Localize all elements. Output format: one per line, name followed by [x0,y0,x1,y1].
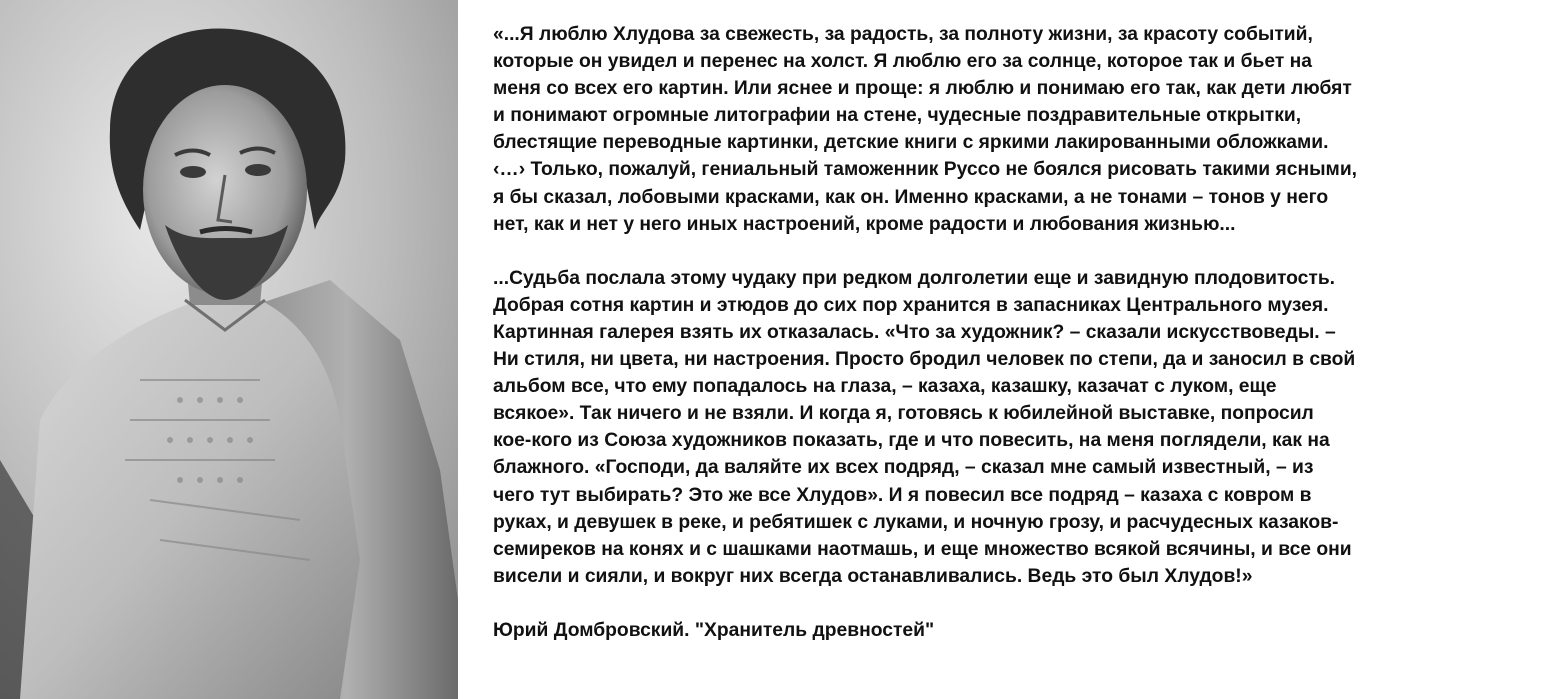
quote-paragraph-1 [493,21,1553,238]
portrait-illustration [0,0,458,699]
quote-line: Добрая сотня картин и этюдов до сих пор хранится в запасниках Центрального музея. [493,294,1329,316]
quote-line: нет, как и нет у него иных настроений, кроме радости и любования жизнью... [493,213,1236,235]
quote-line: ...Судьба послала этому чудаку при редком долголетии еще и завидную плодовитость. [493,267,1336,289]
quote-line: блажного. «Господи, да валяйте их всех подряд, – сказал мне самый известный, – из [493,457,1314,479]
quote-line: Картинная галерея взять их отказалась. «Что за художник? – сказали искусствоведы. – [493,321,1336,343]
quote-line: меня со всех его картин. Или яснее и проще: я люблю и понимаю его так, как дети любят [493,78,1352,100]
quote-line: висели и сияли, и вокруг них всегда останавливались. Ведь это был Хлудов!» [493,565,1253,587]
quote-text [493,21,1553,644]
quote-line: блестящие переводные картинки, детские книги с яркими лакированными обложками. [493,132,1329,154]
quote-line: всякое». Так ничего и не взяли. И когда я, готовясь к юбилейной выставке, попросил [493,403,1314,425]
quote-line: которые он увидел и перенес на холст. Я люблю его за солнце, которое так и бьет на [493,51,1312,73]
attribution: Юрий Домбровский. "Хранитель древностей" [493,619,935,641]
quote-line: чего тут выбирать? Это же все Хлудов». И я повесил все подряд – казаха с ковром в [493,484,1312,506]
quote-line: «...Я люблю Хлудова за свежесть, за радость, за полноту жизни, за красоту событий, [493,24,1313,45]
quote-line: руках, и девушек в реке, и ребятишек с луками, и ночную грозу, и расчудесных казаков- [493,511,1339,533]
quote-line: семиреков на конях и с шашками наотмашь, и еще множество всякой всячины, и все они [493,538,1352,560]
quote-line: ‹…› Только, пожалуй, гениальный таможенник Руссо не боялся рисовать такими ясными, [493,159,1358,181]
quote-line: кое-кого из Союза художников показать, где и что повесить, на меня поглядели, как на [493,430,1330,452]
quote-line: Ни стиля, ни цвета, ни настроения. Просто бродил человек по степи, да и заносил в свой [493,349,1356,371]
quote-line: альбом все, что ему попадалось на глаза, – казаха, казашку, казачат с луком, еще [493,376,1277,398]
quote-line: и понимают огромные литографии на стене, чудесные поздравительные открытки, [493,105,1302,127]
quote-line: я бы сказал, лобовыми красками, как он. Именно красками, а не тонами – тонов у него [493,186,1329,208]
portrait-photo [0,0,458,699]
quote-paragraph-2 [493,265,1553,590]
